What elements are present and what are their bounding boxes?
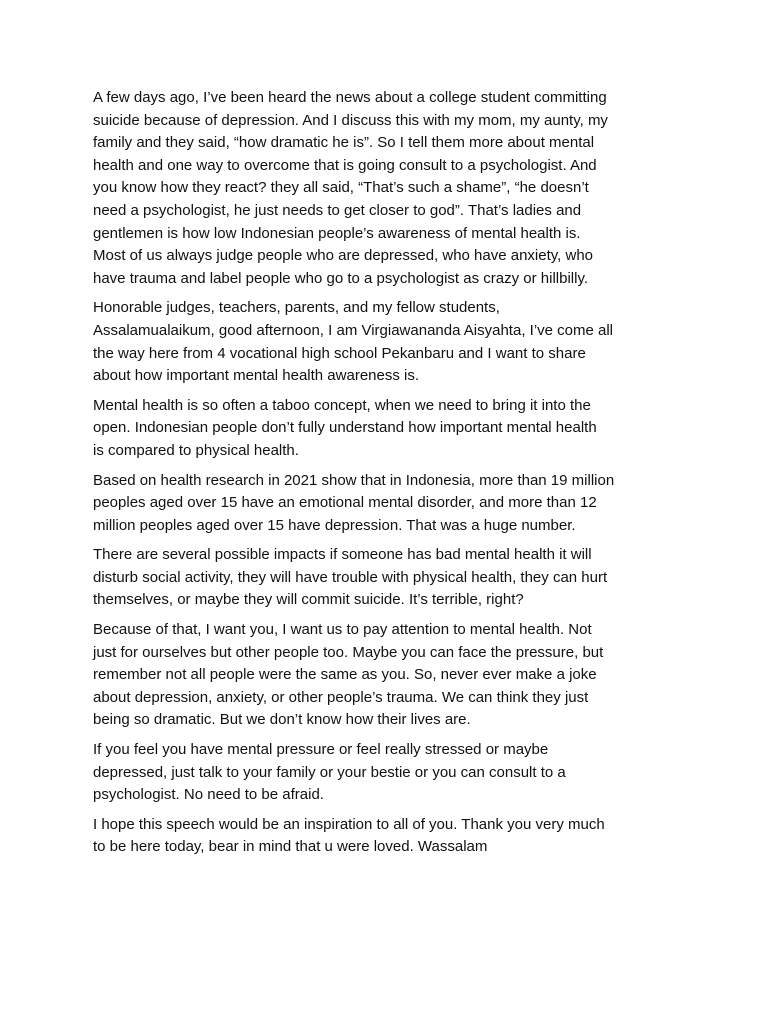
text-line: themselves, or maybe they will commit suicide. It’s terrible, right? — [93, 591, 524, 609]
paragraph-closing — [93, 814, 683, 859]
text-line: Most of us always judge people who are depressed, who have anxiety, who — [93, 247, 594, 265]
text-line: Based on health research in 2021 show that in Indonesia, more than 19 million — [93, 471, 615, 489]
text-line: health and one way to overcome that is going consult to a psychologist. And — [93, 156, 597, 174]
text-line: family and they said, “how dramatic he is”. So I tell them more about mental — [93, 134, 595, 152]
text-line: million peoples aged over 15 have depression. That was a huge number. — [93, 516, 576, 534]
text-line: Because of that, I want you, I want us to pay attention to mental health. Not — [93, 621, 592, 639]
text-line: is compared to physical health. — [93, 441, 299, 459]
paragraph-advice — [93, 739, 683, 807]
text-line: peoples aged over 15 have an emotional mental disorder, and more than 12 — [93, 494, 597, 512]
text-line: need a psychologist, he just needs to get closer to god”. That’s ladies and — [93, 201, 582, 219]
text-line: suicide because of depression. And I discuss this with my mom, my aunty, my — [93, 111, 608, 129]
text-line: A few days ago, I’ve been heard the news about a college student committing — [93, 89, 607, 106]
text-line: have trauma and label people who go to a psychologist as crazy or hillbilly. — [93, 269, 588, 287]
speech-body — [93, 87, 683, 866]
text-line: disturb social activity, they will have trouble with physical health, they can hurt — [93, 568, 608, 586]
text-line: If you feel you have mental pressure or feel really stressed or maybe — [93, 741, 549, 759]
paragraph-greeting — [93, 297, 683, 387]
text-line: about depression, anxiety, or other people’s trauma. We can think they just — [93, 688, 589, 706]
text-line: gentlemen is how low Indonesian people’s awareness of mental health is. — [93, 224, 581, 242]
text-line: Mental health is so often a taboo concept, when we need to bring it into the — [93, 396, 591, 414]
text-line: being so dramatic. But we don’t know how their lives are. — [93, 711, 471, 729]
text-line: to be here today, bear in mind that u were loved. Wassalam — [93, 838, 488, 856]
paragraph-attention — [93, 619, 683, 732]
text-line: Assalamualaikum, good afternoon, I am Virgiawananda Aisyahta, I’ve come all — [93, 321, 614, 339]
text-line: remember not all people were the same as you. So, never ever make a joke — [93, 666, 597, 684]
text-line: I hope this speech would be an inspiration to all of you. Thank you very much — [93, 815, 605, 833]
paragraph-intro — [93, 87, 683, 290]
text-line: depressed, just talk to your family or your bestie or you can consult to a — [93, 763, 566, 781]
paragraph-research — [93, 470, 683, 538]
text-line: about how important mental health awareness is. — [93, 367, 420, 385]
text-line: just for ourselves but other people too. Maybe you can face the pressure, but — [93, 643, 604, 661]
text-line: the way here from 4 vocational high school Pekanbaru and I want to share — [93, 344, 586, 362]
text-line: Honorable judges, teachers, parents, and my fellow students, — [93, 299, 500, 317]
text-line: There are several possible impacts if someone has bad mental health it will — [93, 546, 592, 564]
text-line: open. Indonesian people don’t fully understand how important mental health — [93, 419, 597, 437]
text-line: you know how they react? they all said, “That’s such a shame”, “he doesn’t — [93, 179, 589, 197]
text-line: psychologist. No need to be afraid. — [93, 786, 324, 804]
paragraph-impacts — [93, 544, 683, 612]
paragraph-taboo — [93, 395, 683, 463]
